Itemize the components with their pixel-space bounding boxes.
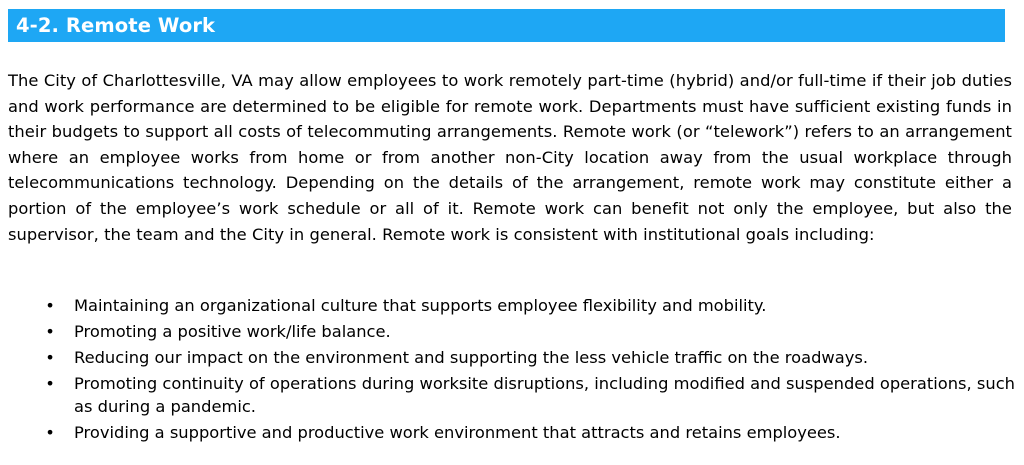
bullet-icon: • bbox=[45, 348, 55, 367]
bullet-icon: • bbox=[45, 296, 55, 315]
list-item bbox=[0, 320, 1015, 343]
list-item bbox=[0, 294, 1015, 317]
list-item bbox=[0, 346, 1015, 369]
section-heading: 4-2. Remote Work bbox=[8, 9, 1005, 42]
list-item bbox=[0, 421, 1015, 444]
goal-text: Providing a supportive and productive work environment that attracts and retains employees. bbox=[74, 423, 841, 442]
list-item bbox=[0, 372, 1015, 418]
goal-text: Maintaining an organizational culture that supports employee flexibility and mobility. bbox=[74, 296, 767, 315]
intro-paragraph: The City of Charlottesville, VA may allow employees to work remotely part-time (hybrid) and/or full-time if their job duties and work performance are determined to be eligible for remote work. Departments must have sufficient existing funds in their budgets to support all costs of telecommuting arrangements. Remote work (or “telework”) refers to an arrangement where an employee works from home or from another non-City location away from the usual workplace through telecommunications technology. Depending on the details of the arrangement, remote work may constitute either a portion of the employee’s work schedule or all of it. Remote work can benefit not only the employee, but also the supervisor, the team and the City in general. Remote work is consistent with institutional goals including: bbox=[8, 71, 1012, 244]
bullet-icon: • bbox=[45, 423, 55, 442]
goal-text: Promoting a positive work/life balance. bbox=[74, 322, 391, 341]
goals-list bbox=[0, 294, 1015, 444]
goal-text: Promoting continuity of operations during worksite disruptions, including modified and suspended operations, such as during a pandemic. bbox=[74, 374, 1015, 416]
bullet-icon: • bbox=[45, 374, 55, 393]
bullet-icon: • bbox=[45, 322, 55, 341]
goal-text: Reducing our impact on the environment and supporting the less vehicle traffic on the roadways. bbox=[74, 348, 868, 367]
